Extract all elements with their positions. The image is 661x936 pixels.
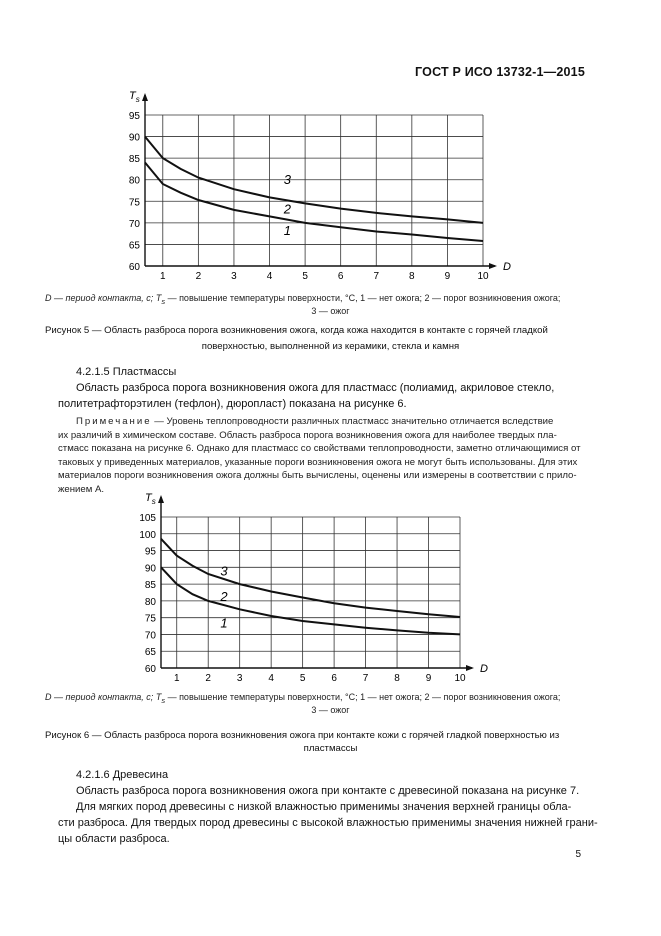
region-label-3: 3 <box>220 563 228 579</box>
region-label-1: 1 <box>220 615 228 631</box>
region-label-2: 2 <box>220 588 228 604</box>
x-tick-label: 8 <box>409 271 415 282</box>
figure-5-legend-line2: 3 — ожог <box>311 306 350 316</box>
y-tick-label: 90 <box>128 132 140 144</box>
y-tick-label: 75 <box>128 197 140 209</box>
section-4216-line4: цы области разброса. <box>58 833 170 845</box>
page-number: 5 <box>575 849 581 860</box>
figure-6-caption: Рисунок 6 — Область разброса порога возникновения ожога при контакте кожи с горячей гладкой поверхностью из <box>45 730 560 741</box>
y-tick-label: 90 <box>144 563 156 575</box>
section-4216-heading: 4.2.1.6 Древесина <box>76 769 169 781</box>
y-tick-label: 105 <box>139 513 156 524</box>
y-tick-label: 60 <box>144 664 156 675</box>
y-tick-label: 75 <box>144 613 156 625</box>
x-tick-label: 10 <box>454 673 466 684</box>
x-tick-label: 1 <box>160 271 166 282</box>
section-4216-line3: сти разброса. Для твердых пород древесины с высокой влажностью применимы значения нижней грани- <box>58 817 598 829</box>
x-axis-label: D <box>480 663 488 675</box>
y-axis-arrow <box>142 93 148 101</box>
region-label-2: 2 <box>283 201 291 217</box>
x-tick-label: 6 <box>337 271 344 282</box>
x-tick-label: 4 <box>268 673 274 684</box>
section-4216-line1: Область разброса порога возникновения ожога при контакте с древесиной показана на рисунке 7. <box>76 785 580 797</box>
x-tick-label: 10 <box>477 271 489 282</box>
y-axis-arrow <box>158 495 164 503</box>
x-tick-label: 5 <box>299 673 306 684</box>
y-tick-label: 80 <box>144 596 156 608</box>
region-label-1: 1 <box>283 222 291 238</box>
figure-6-legend-line2: 3 — ожог <box>311 705 350 715</box>
series-line-1 <box>161 567 460 634</box>
figure-5-caption-line2: поверхностью, выполненной из керамики, стекла и камня <box>201 341 460 352</box>
y-axis-label: $T_s$ <box>145 492 156 506</box>
y-tick-label: 70 <box>144 630 156 642</box>
y-tick-label: 80 <box>128 175 140 187</box>
note-line1: Примечание — Уровень теплопроводности различных пластмасс значительно отличается вследствие <box>76 416 554 427</box>
x-tick-label: 9 <box>425 673 432 684</box>
y-tick-label: 100 <box>139 529 156 541</box>
y-tick-label: 60 <box>128 262 140 273</box>
series-line-2 <box>161 539 460 617</box>
section-4215-para-line2: политетрафторэтилен (тефлон), дюропласт) показана на рисунке 6. <box>58 398 407 410</box>
figure-5-legend: D — период контакта, с; $T_s$ — повышение температуры поверхности, °C, 1 — нет ожога; 2 — порог возникновения ожога; <box>45 293 561 306</box>
section-4215-heading: 4.2.1.5 Пластмассы <box>76 366 177 378</box>
y-tick-label: 95 <box>144 546 156 558</box>
y-tick-label: 85 <box>128 154 140 166</box>
x-tick-label: 5 <box>302 271 308 282</box>
section-4216-line2: Для мягких пород древесины с низкой влажностью применимы значения верхней границы обла- <box>76 801 572 813</box>
x-tick-label: 4 <box>266 271 273 282</box>
note-line4: таковых у приведенных материалов, указанные пороги возникновения ожога не могут быть использованы. Для этих <box>58 457 578 468</box>
figure-6-caption-line2: пластмассы <box>303 743 358 754</box>
note-line6: жением А. <box>58 484 105 495</box>
figure-6-legend: D — период контакта, с; $T_s$ — повышение температуры поверхности, °C; 1 — нет ожога; 2 — порог возникновения ожога; <box>45 692 561 705</box>
x-tick-label: 1 <box>173 673 180 684</box>
y-tick-label: 65 <box>128 240 140 252</box>
series-line-2 <box>145 137 483 223</box>
y-tick-label: 85 <box>144 580 156 592</box>
x-tick-label: 9 <box>444 271 451 282</box>
figure-5-caption: Рисунок 5 — Область разброса порога возникновения ожога, когда кожа находится в контакте с горячей гладкой <box>45 325 548 336</box>
section-4215-para-line1: Область разброса порога возникновения ожога для пластмасс (полиамид, акриловое стекло, <box>76 382 555 394</box>
x-tick-label: 3 <box>236 673 243 684</box>
x-tick-label: 2 <box>195 271 202 282</box>
note-line2: их различий в химическом составе. Область разброса порога возникновения ожога для наиболее твердых пла- <box>58 430 557 441</box>
note-label: Примечание <box>76 416 152 427</box>
x-tick-label: 8 <box>394 673 400 684</box>
x-tick-label: 3 <box>231 271 237 282</box>
note-line3: стмасс показана на рисунке 6. Однако для пластмасс со свойствами теплопроводности, заметно отличающимися от <box>58 443 581 454</box>
y-tick-label: 70 <box>128 218 140 230</box>
x-axis-arrow <box>489 263 497 269</box>
document-header: ГОСТ Р ИСО 13732-1—2015 <box>415 65 585 79</box>
x-tick-label: 6 <box>331 673 337 684</box>
x-axis-label: D <box>503 261 511 273</box>
y-tick-label: 65 <box>144 647 156 659</box>
x-tick-label: 2 <box>205 673 211 684</box>
x-tick-label: 7 <box>373 271 380 282</box>
y-axis-label: $T_s$ <box>129 90 140 104</box>
y-tick-label: 95 <box>128 111 140 122</box>
x-axis-arrow <box>466 665 474 671</box>
note-line5: материалов пороги возникновения ожога должны быть вычислены, оценены или измерены в соответствии с прило- <box>58 470 577 481</box>
x-tick-label: 7 <box>362 673 369 684</box>
region-label-3: 3 <box>283 172 291 188</box>
series-line-1 <box>145 163 483 242</box>
